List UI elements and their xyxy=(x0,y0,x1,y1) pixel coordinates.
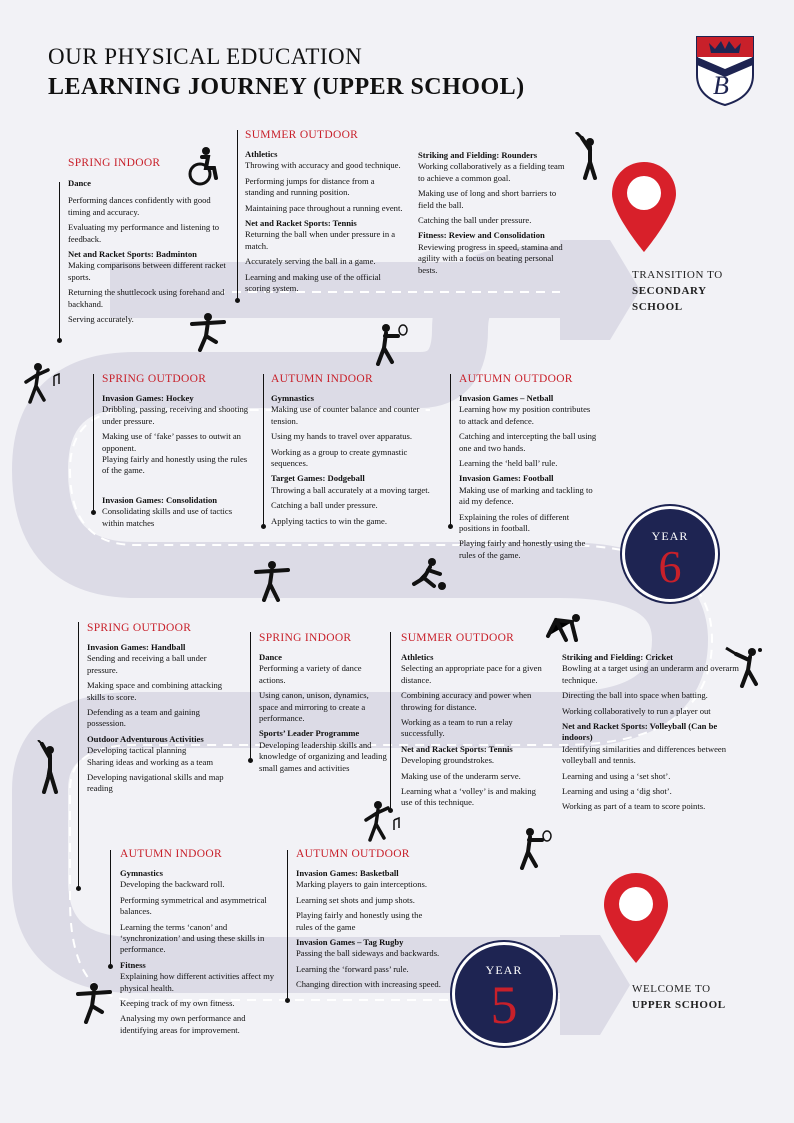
y6-spring-outdoor-block xyxy=(102,393,250,529)
y6-autumn-indoor-heading: AUTUMN INDOOR xyxy=(271,373,373,385)
timeline-dot xyxy=(285,998,290,1003)
y5-spring-outdoor-block xyxy=(87,642,237,795)
y6-summer-outdoor-block xyxy=(245,149,405,294)
learning-point: Making use of marking and tackling to aid my defence. xyxy=(459,484,593,507)
y5-autumn-indoor-block xyxy=(120,868,280,1036)
y6-autumn-outdoor-heading: AUTUMN OUTDOOR xyxy=(459,373,573,385)
learning-point: Catching a ball under pressure. xyxy=(271,500,378,511)
activity-title: Outdoor Adventurous Activities xyxy=(87,733,204,744)
learning-point: Learning the terms ‘canon’ and ‘synchronization’ and using these skills in performance. xyxy=(120,921,265,955)
activity-title: Invasion Games – Tag Rugby xyxy=(296,937,404,948)
learning-point: Evaluating my performance and listening to feedback. xyxy=(68,222,220,244)
timeline-connector xyxy=(237,130,238,300)
y5-autumn-outdoor-block xyxy=(296,868,441,991)
transition-line1: TRANSITION TO xyxy=(632,269,723,281)
learning-point: Consolidating skills and use of tactics within matches xyxy=(102,506,233,528)
transition-line2: SECONDARY xyxy=(632,285,707,297)
y6-autumn-outdoor-block xyxy=(459,393,599,561)
year-6-label: YEAR xyxy=(651,529,689,543)
year-5-label: YEAR xyxy=(485,963,523,977)
learning-point: Explaining how different activities affect my physical health. xyxy=(120,971,275,993)
learning-point: Explaining the roles of different positions in football. xyxy=(459,511,570,534)
timeline-dot xyxy=(57,338,62,343)
learning-point: Making use of ‘fake’ passes to outwit an opponent. xyxy=(102,431,241,453)
timeline-connector xyxy=(450,374,451,526)
y5-summer-outdoor-block xyxy=(401,652,546,809)
activity-title: Striking and Fielding: Cricket xyxy=(562,652,674,662)
learning-point: Directing the ball into space when batting. xyxy=(562,690,708,701)
school-crest xyxy=(695,35,755,107)
learning-point: Learning set shots and jump shots. xyxy=(296,894,415,905)
timeline-connector xyxy=(263,374,264,526)
learning-point: Working as part of a team to score points. xyxy=(562,801,706,812)
learning-point: Throwing a ball accurately at a moving target. xyxy=(271,484,430,495)
activity-title: Invasion Games: Handball xyxy=(87,642,186,652)
timeline-connector xyxy=(59,182,60,340)
activity-title: Athletics xyxy=(245,149,278,159)
y5-summer-outdoor-heading: SUMMER OUTDOOR xyxy=(401,632,515,644)
rounders-batter-icon xyxy=(572,132,602,185)
learning-point: Working collaboratively to run a player out xyxy=(562,705,711,716)
learning-point: Developing leadership skills and knowledge of organizing and leading small games and activities xyxy=(259,739,387,773)
sprinter-start-icon xyxy=(542,612,584,649)
transition-label xyxy=(632,267,723,315)
activity-title: Invasion Games: Basketball xyxy=(296,868,399,878)
learning-point: Using canon, unison, dynamics, space and mirroring to create a performance. xyxy=(259,690,369,724)
learning-point: Working as a team to run a relay successfully. xyxy=(401,717,513,739)
activity-title: Fitness xyxy=(120,959,146,970)
learning-point: Learning what a ‘volley’ is and making use of this technique. xyxy=(401,786,536,808)
learning-point: Marking players to gain interceptions. xyxy=(296,879,428,890)
learning-point: Playing fairly and honestly using the rules of the game. xyxy=(459,538,586,560)
timeline-dot xyxy=(248,758,253,763)
learning-point: Throwing with accuracy and good technique. xyxy=(245,160,401,171)
activity-title: Invasion Games: Hockey xyxy=(102,393,194,403)
y5-cricket-block xyxy=(562,652,742,813)
y6-autumn-indoor-block xyxy=(271,393,443,527)
activity-title: Invasion Games: Football xyxy=(459,473,554,484)
learning-point: Making use of long and short barriers to field the ball. xyxy=(418,188,557,210)
y5-spring-outdoor-heading: SPRING OUTDOOR xyxy=(87,622,192,634)
learning-point: Developing navigational skills and map reading xyxy=(87,772,224,794)
learning-point: Developing tactical planning xyxy=(87,745,187,756)
learning-point: Catching the ball under pressure. xyxy=(418,215,532,226)
gymnast-icon xyxy=(190,312,226,357)
y6-rounders-block xyxy=(418,150,568,276)
learning-point: Sharing ideas and working as a team xyxy=(87,756,214,767)
welcome-line2: UPPER SCHOOL xyxy=(632,999,726,1011)
activity-title: Athletics xyxy=(401,652,434,662)
learning-point: Serving accurately. xyxy=(68,314,134,325)
activity-title: Target Games: Dodgeball xyxy=(271,473,365,484)
dancer-music-icon xyxy=(22,362,62,409)
timeline-dot xyxy=(76,886,81,891)
activity-title: Sports’ Leader Programme xyxy=(259,728,360,739)
learning-point: Making use of counter balance and counter tension. xyxy=(271,404,420,426)
year-6-badge xyxy=(622,506,718,602)
location-pin-icon xyxy=(604,873,668,968)
gymnast-icon xyxy=(254,560,290,607)
wheelchair-icon xyxy=(184,146,220,191)
learning-point: Identifying similarities and differences between volleyball and tennis. xyxy=(562,743,727,766)
page-title-line1: OUR PHYSICAL EDUCATION xyxy=(48,44,363,69)
tennis-player-icon xyxy=(370,322,410,371)
location-pin-icon xyxy=(612,162,676,257)
learning-point: Performing symmetrical and asymmetrical balances. xyxy=(120,894,267,917)
y6-summer-outdoor-heading: SUMMER OUTDOOR xyxy=(245,129,359,141)
y5-autumn-outdoor-heading: AUTUMN OUTDOOR xyxy=(296,848,410,860)
learning-point: Learning the ‘forward pass’ rule. xyxy=(296,963,409,974)
learning-point: Playing fairly and honestly using the rules of the game. xyxy=(102,454,248,476)
learning-point: Selecting an appropriate pace for a given distance. xyxy=(401,663,542,685)
transition-line3: SCHOOL xyxy=(632,301,683,313)
learning-point: Changing direction with increasing speed. xyxy=(296,979,441,990)
year-5-number: 5 xyxy=(490,975,518,1035)
learning-point: Learning the ‘held ball’ rule. xyxy=(459,458,558,469)
timeline-connector xyxy=(250,632,251,760)
activity-title: Fitness: Review and Consolidation xyxy=(418,230,545,241)
learning-point: Learning and making use of the official scoring system. xyxy=(245,271,381,294)
learning-point: Maintaining pace throughout a running event. xyxy=(245,202,403,213)
activity-title: Net and Racket Sports: Tennis xyxy=(245,218,357,229)
learning-point: Learning and using a ‘set shot’. xyxy=(562,770,671,781)
y6-spring-indoor-block xyxy=(68,178,230,325)
welcome-label xyxy=(632,981,726,1013)
tennis-player-icon xyxy=(514,826,554,875)
learning-point: Passing the ball sideways and backwards. xyxy=(296,948,440,959)
dancer-music-icon xyxy=(362,800,402,847)
learning-point: Making space and combining attacking skills to score. xyxy=(87,680,223,702)
y6-spring-outdoor-heading: SPRING OUTDOOR xyxy=(102,373,207,385)
year-6-number: 6 xyxy=(658,541,682,592)
learning-point: Analysing my own performance and identifying areas for improvement. xyxy=(120,1013,246,1035)
activity-title: Gymnastics xyxy=(120,868,163,878)
timeline-connector xyxy=(110,850,111,966)
timeline-dot xyxy=(108,964,113,969)
timeline-dot xyxy=(261,524,266,529)
learning-point: Reviewing progress in speed, stamina and agility with a focus on beating personal bests. xyxy=(418,241,563,275)
learning-point: Playing fairly and honestly using the rules of the game xyxy=(296,910,423,932)
y5-spring-indoor-block xyxy=(259,652,387,774)
learning-point: Using my hands to travel over apparatus. xyxy=(271,431,413,442)
learning-point: Keeping track of my own fitness. xyxy=(120,998,235,1009)
learning-point: Defending as a team and gaining possession. xyxy=(87,707,200,729)
timeline-connector xyxy=(78,622,79,888)
learning-point: Applying tactics to win the game. xyxy=(271,515,387,526)
y5-autumn-indoor-heading: AUTUMN INDOOR xyxy=(120,848,222,860)
learning-point: Making comparisons between different racket sports. xyxy=(68,260,226,282)
learning-point: Developing groundstrokes. xyxy=(401,755,495,766)
page-title-line2: LEARNING JOURNEY (UPPER SCHOOL) xyxy=(48,74,525,100)
learning-point: Performing jumps for distance from a standing and running position. xyxy=(245,175,375,198)
timeline-connector xyxy=(390,632,391,810)
learning-point: Working collaboratively as a fielding team to achieve a common goal. xyxy=(418,161,565,183)
welcome-line1: WELCOME TO xyxy=(632,983,711,995)
y6-spring-indoor-heading: SPRING INDOOR xyxy=(68,157,161,169)
timeline-dot xyxy=(448,524,453,529)
activity-title: Striking and Fielding: Rounders xyxy=(418,150,538,160)
learning-point: Bowling at a target using an underarm and overarm technique. xyxy=(562,663,739,685)
timeline-connector xyxy=(93,374,94,514)
timeline-connector xyxy=(287,850,288,1000)
activity-title: Invasion Games – Netball xyxy=(459,393,554,403)
learning-point: Dribbling, passing, receiving and shooting under pressure. xyxy=(102,404,249,426)
football-player-icon xyxy=(410,558,450,597)
learning-point: Making use of the underarm serve. xyxy=(401,770,521,781)
activity-title: Dance xyxy=(259,652,282,662)
learning-point: Sending and receiving a ball under pressure. xyxy=(87,653,207,675)
timeline-dot xyxy=(91,510,96,515)
crest-letter: B xyxy=(713,71,729,100)
year-5-badge xyxy=(452,942,556,1046)
activity-title: Net and Racket Sports: Volleyball (Can be indoors) xyxy=(562,721,718,743)
activity-title: Net and Racket Sports: Tennis xyxy=(401,743,513,754)
golfer-icon xyxy=(36,740,66,799)
learning-point: Performing a variety of dance actions. xyxy=(259,663,362,685)
activity-title: Net and Racket Sports: Badminton xyxy=(68,249,197,260)
activity-title: Invasion Games: Consolidation xyxy=(102,494,218,505)
learning-point: Catching and intercepting the ball using one and two hands. xyxy=(459,431,597,453)
activity-title: Gymnastics xyxy=(271,393,314,403)
learning-point: Accurately serving the ball in a game. xyxy=(245,256,376,267)
learning-point: Combining accuracy and power when throwing for distance. xyxy=(401,690,532,712)
learning-point: Working as a group to create gymnastic sequences. xyxy=(271,446,408,469)
activity-title: Dance xyxy=(68,178,91,188)
gymnast-icon xyxy=(76,982,112,1029)
cricket-batter-icon xyxy=(724,640,770,693)
learning-point: Learning how my position contributes to attack and defence. xyxy=(459,404,591,426)
learning-point: Performing dances confidently with good timing and accuracy. xyxy=(68,195,211,217)
learning-point: Returning the ball when under pressure in a match. xyxy=(245,229,396,251)
timeline-dot xyxy=(235,298,240,303)
learning-point: Learning and using a ‘dig shot’. xyxy=(562,786,672,797)
y5-spring-indoor-heading: SPRING INDOOR xyxy=(259,632,352,644)
learning-point: Returning the shuttlecock using forehand and backhand. xyxy=(68,287,225,309)
learning-point: Developing the backward roll. xyxy=(120,879,225,890)
